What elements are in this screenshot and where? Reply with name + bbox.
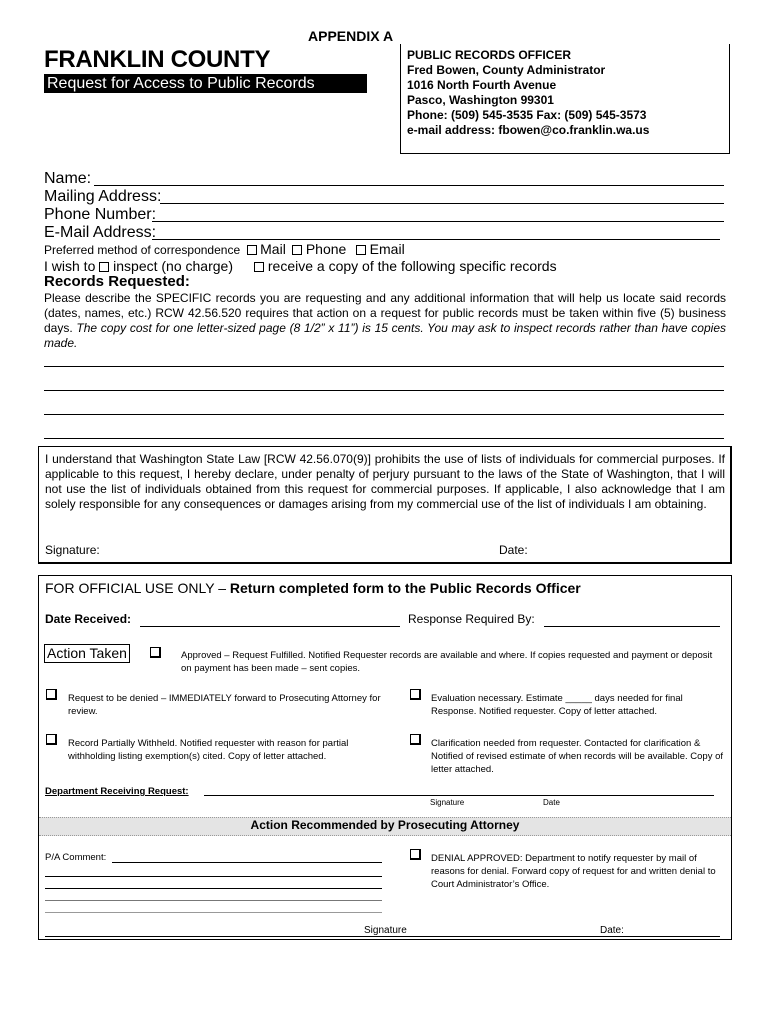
department-signature-caption: Signature (430, 798, 465, 807)
records-heading: Records Requested: (44, 273, 190, 290)
appendix-label: APPENDIX A (308, 28, 394, 44)
officer-line: Fred Bowen, County Administrator (407, 63, 606, 77)
inspect-option: inspect (no charge) (113, 258, 233, 274)
approved-text: Approved – Request Fulfilled. Notified Requester records are available and where. If copies requested and payment or deposit on payment has been made – sent copies. (181, 650, 713, 674)
officer-line: 1016 North Fourth Avenue (407, 78, 557, 92)
records-description (44, 291, 726, 351)
evaluation-text: Evaluation necessary. Estimate _____ days needed for final Response. Notified requester. Copy of letter attached. (431, 693, 683, 717)
declaration-date-label[interactable]: Date: (499, 543, 528, 557)
officer-box (400, 44, 730, 154)
action-taken-label: Action Taken (44, 644, 130, 663)
mailing-label: Mailing Address: (44, 188, 162, 205)
denial-approved-text: DENIAL APPROVED: Department to notify requester by mail of reasons for denial. Forward copy of request for and written denial to Court Administrator’s Office. (431, 853, 716, 890)
wish-label: I wish to (44, 258, 96, 274)
email-field[interactable] (152, 239, 720, 240)
preferred-row (44, 242, 405, 258)
email-label: E-Mail Address: (44, 224, 157, 241)
officer-title: PUBLIC RECORDS OFFICER (407, 48, 572, 62)
records-line[interactable] (44, 438, 724, 439)
mail-option: Mail (260, 241, 286, 257)
clarification-text: Clarification needed from requester. Contacted for clarification & Notified of revised estimate of when records will be available. Copy of letter attached. (431, 738, 724, 775)
pa-comment-line[interactable] (112, 862, 382, 863)
mail-checkbox[interactable] (247, 245, 257, 255)
denial-approved-checkbox[interactable] (410, 849, 421, 860)
date-received-field[interactable] (140, 626, 400, 627)
copy-row (254, 258, 557, 275)
denied-checkbox[interactable] (46, 689, 57, 700)
pa-comment-line[interactable] (45, 912, 382, 913)
date-received-label: Date Received: (45, 612, 132, 626)
evaluation-checkbox[interactable] (410, 689, 421, 700)
pa-comment-line[interactable] (45, 888, 382, 889)
pa-comment-line[interactable] (45, 876, 382, 877)
pa-heading: Action Recommended by Prosecuting Attorney (250, 818, 520, 832)
copy-option: receive a copy of the following specific records (267, 258, 557, 274)
name-label: Name: (44, 170, 92, 187)
mailing-field[interactable] (160, 203, 724, 204)
denied-text: Request to be denied – IMMEDIATELY forward to Prosecuting Attorney for review. (68, 693, 381, 717)
pa-signature-line[interactable] (45, 936, 720, 937)
pa-comment-line[interactable] (45, 900, 382, 901)
pa-comment-label: P/A Comment: (45, 852, 107, 863)
records-line[interactable] (44, 390, 724, 391)
department-field[interactable] (204, 795, 714, 796)
official-heading-plain: FOR OFFICIAL USE ONLY – (45, 580, 230, 596)
clarification-checkbox[interactable] (410, 734, 421, 745)
department-date-caption: Date (543, 798, 560, 807)
officer-line: Phone: (509) 545-3535 Fax: (509) 545-3573 (407, 108, 647, 122)
email-option: Email (369, 241, 405, 257)
declaration-signature-label[interactable]: Signature: (45, 543, 100, 557)
declaration-box (38, 446, 732, 564)
approved-checkbox[interactable] (150, 647, 161, 658)
records-desc-main: Please describe the SPECIFIC records you are requesting and any additional information that will help us locate said records (dates, names, etc.) RCW 42.56.520 requires that action on a request for public records must be taken within five (5) business days. (44, 291, 726, 335)
name-field[interactable] (94, 185, 724, 186)
county-title: FRANKLIN COUNTY (44, 46, 271, 73)
phone-field[interactable] (152, 221, 724, 222)
official-heading (45, 580, 581, 597)
phone-checkbox[interactable] (292, 245, 302, 255)
preferred-label: Preferred method of correspondence (44, 243, 241, 257)
pa-date-label: Date: (600, 925, 624, 936)
department-label: Department Receiving Request: (45, 786, 189, 797)
withheld-checkbox[interactable] (46, 734, 57, 745)
officer-line: Pasco, Washington 99301 (407, 93, 554, 107)
inspect-checkbox[interactable] (99, 262, 109, 272)
records-desc-cost: The copy cost for one letter-sized page (8 1/2” x 11”) is 15 cents. You may ask to inspect records rather than have copies made. (44, 321, 726, 350)
response-required-label: Response Required By: (408, 612, 535, 626)
official-heading-bold: Return completed form to the Public Records Officer (229, 580, 581, 596)
form-subtitle: Request for Access to Public Records (44, 74, 367, 93)
copy-checkbox[interactable] (254, 262, 264, 272)
phone-label: Phone Number: (44, 206, 157, 223)
phone-option: Phone (305, 241, 347, 257)
withheld-text: Record Partially Withheld. Notified requester with reason for partial withholding listing exemption(s) cited. Copy of letter attached. (68, 738, 349, 762)
pa-signature-label: Signature (364, 925, 407, 936)
records-line[interactable] (44, 366, 724, 367)
email-checkbox[interactable] (356, 245, 366, 255)
officer-line: e-mail address: fbowen@co.franklin.wa.us (407, 123, 650, 137)
declaration-text: I understand that Washington State Law [RCW 42.56.070(9)] prohibits the use of lists of individuals for commercial purposes. If applicable to this request, I hereby declare, under penalty of perjury pursuant to the laws of the State of Washington, that I will not use the list of individuals obtained from this request for commercial purposes. If applicable, I also acknowledge that I am solely responsible for any consequences or damages arising from my commercial use of the list of individuals I am obtaining. (45, 452, 725, 511)
response-required-field[interactable] (544, 626, 720, 627)
records-line[interactable] (44, 414, 724, 415)
